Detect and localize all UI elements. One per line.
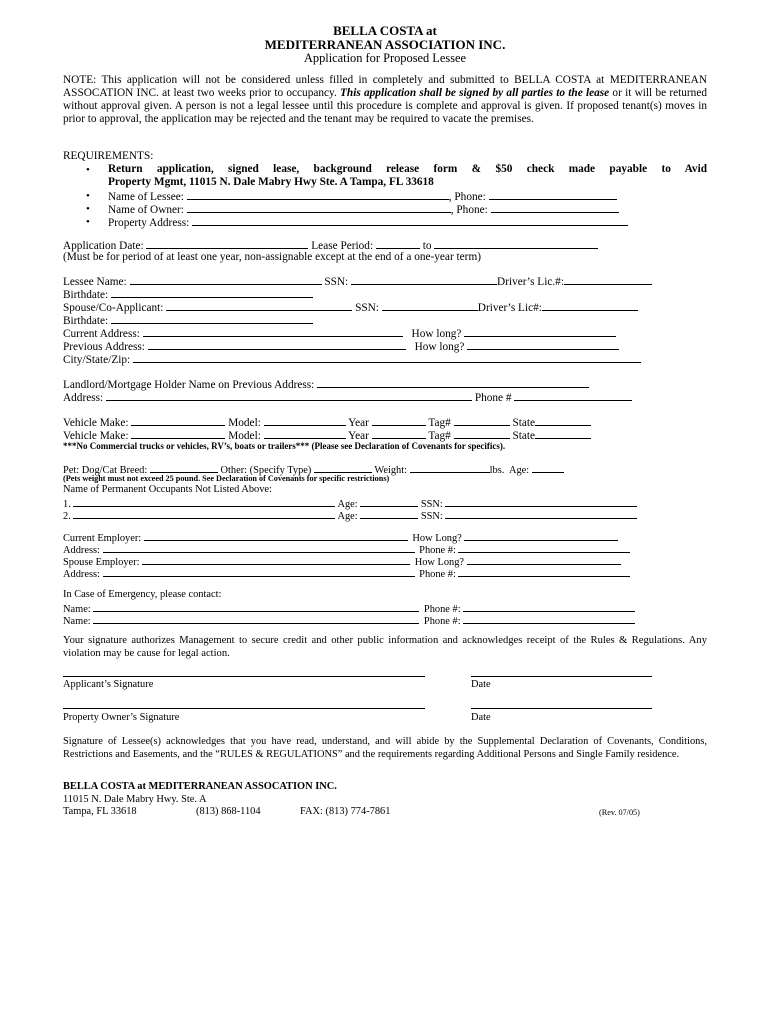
applicant-date-label: Date [471, 679, 491, 690]
pet-age-field[interactable] [532, 463, 564, 473]
note-paragraph [63, 74, 707, 126]
note-emphasis: This application shall be signed by all parties to the lease [340, 86, 610, 99]
occupant-2-ssn-field[interactable] [445, 509, 637, 519]
spouse-birthdate-row [63, 314, 313, 327]
previous-address-field[interactable] [148, 340, 406, 350]
employer-address-field[interactable] [103, 543, 415, 553]
pet-age-label: Age: [508, 465, 530, 476]
landlord-address-field[interactable] [106, 391, 472, 401]
lessee-name-row [108, 190, 617, 203]
revision-label: (Rev. 07/05) [599, 808, 640, 817]
landlord-phone-label: Phone # [474, 392, 512, 404]
emergency-phone-label: Phone #: [423, 616, 461, 627]
occupant-age-label: Age: [337, 499, 358, 510]
occupant-age-label: Age: [337, 511, 358, 522]
how-long-label: How long? [414, 341, 465, 353]
occupant-1-ssn-field[interactable] [445, 497, 637, 507]
acknowledgement-text: Signature of Lessee(s) acknowledges that you have read, understand, and will abide by the Supplemental Declaration of Covenants, Conditions, Restrictions and Easements, and the “RULES & REGULATIONS” and the requirements regarding Additional Persons and Single Family residence. [63, 736, 707, 760]
form-title-line1: BELLA COSTA at [333, 23, 437, 38]
landlord-address-label: Address: [63, 392, 104, 404]
vehicle-state-label: State [512, 417, 536, 429]
emergency-heading: In Case of Emergency, please contact: [63, 589, 222, 600]
ssn-label: SSN: [355, 302, 379, 314]
applicant-date-line[interactable] [471, 676, 652, 677]
vehicle-make-label: Vehicle Make: [63, 430, 129, 442]
emergency-phone-label: Phone #: [423, 604, 461, 615]
pet-weight-note: (Pets weight must not exceed 25 pound. See Declaration of Covenants for specific restrictions) [63, 474, 390, 483]
vehicle-2-model-field[interactable] [264, 429, 346, 439]
property-address-row [108, 216, 628, 229]
vehicle-2-state-field[interactable] [535, 429, 591, 439]
name-of-lessee-label: Name of Lessee: [108, 191, 184, 203]
property-address-field[interactable] [192, 216, 628, 226]
employer-phone-label: Phone #: [419, 545, 456, 556]
note-text-1: NOTE: This application will not be considered unless filled in completely and submitted to BELLA COSTA at MEDITERRANEAN ASSOCATION INC. at least two weeks prior to occupancy. [63, 74, 707, 99]
vehicle-2-tag-field[interactable] [454, 429, 510, 439]
vehicle-2-year-field[interactable] [372, 429, 426, 439]
occupant-ssn-label: SSN: [420, 499, 443, 510]
emergency-1-name-field[interactable] [93, 602, 419, 612]
spouse-name-field[interactable] [166, 301, 352, 311]
applicant-signature-line[interactable] [63, 676, 425, 677]
landlord-name-field[interactable] [317, 378, 589, 388]
previous-address-row [63, 340, 619, 353]
previous-address-label: Previous Address: [63, 341, 145, 353]
lessee-name-field[interactable] [187, 190, 449, 200]
how-long-label: How long? [411, 328, 462, 340]
owner-signature-label: Property Owner’s Signature [63, 712, 180, 723]
vehicle-1-state-field[interactable] [535, 416, 591, 426]
footer-street: 11015 N. Dale Mabry Hwy. Ste. A [63, 794, 207, 805]
spouse-label: Spouse/Co-Applicant: [63, 302, 164, 314]
pet-breed-field[interactable] [150, 463, 218, 473]
spouse-employer-label: Spouse Employer: [63, 557, 140, 568]
spouse-info-row [63, 301, 638, 314]
ssn-label: SSN: [324, 276, 349, 288]
landlord-name-row [63, 378, 589, 391]
form-title-line2: MEDITERRANEAN ASSOCIATION INC. [264, 37, 506, 52]
occupant-ssn-label: SSN: [420, 511, 443, 522]
occupant-number: 2. [63, 511, 71, 522]
owner-name-field[interactable] [187, 203, 451, 213]
requirement-1-line1: Return application, signed lease, background release form & $50 check made payable to Avid [108, 163, 707, 175]
city-state-zip-field[interactable] [133, 353, 641, 363]
pet-other-field[interactable] [314, 463, 372, 473]
landlord-address-row [63, 391, 632, 404]
vehicle-1-make-field[interactable] [131, 416, 225, 426]
lessee-drivers-lic-field[interactable] [564, 275, 652, 285]
application-date-field[interactable] [146, 239, 308, 249]
owner-date-line[interactable] [471, 708, 652, 709]
vehicle-model-label: Model: [228, 430, 261, 442]
employer-address-label: Address: [63, 545, 100, 556]
lessee-phone-field[interactable] [489, 190, 617, 200]
owner-date-label: Date [471, 712, 491, 723]
vehicle-make-label: Vehicle Make: [63, 417, 129, 429]
emergency-1-phone-field[interactable] [463, 602, 635, 612]
requirements-heading: REQUIREMENTS: [63, 150, 154, 162]
pet-weight-label: Weight: [374, 465, 408, 476]
vehicle-year-label: Year [348, 430, 369, 442]
emergency-2-phone-field[interactable] [463, 614, 635, 624]
emergency-name-label: Name: [63, 604, 91, 615]
footer-phone: (813) 868-1104 [196, 806, 261, 817]
birthdate-label: Birthdate: [63, 289, 109, 301]
employer-phone-field[interactable] [458, 543, 630, 553]
occupants-heading: Name of Permanent Occupants Not Listed Above: [63, 484, 272, 495]
bullet-icon: • [86, 216, 90, 228]
applicant-signature-label: Applicant’s Signature [63, 679, 154, 690]
employer-address-label: Address: [63, 569, 100, 580]
authorization-text: Your signature authorizes Management to secure credit and other public information and acknowledges receipt of the Rules & Regulations. Any violation may be cause for legal action. [63, 635, 707, 659]
pet-breed-label: Pet: Dog/Cat Breed: [63, 465, 148, 476]
employer-phone-label: Phone #: [419, 569, 456, 580]
spouse-drivers-lic-field[interactable] [542, 301, 638, 311]
spouse-employer-address-field[interactable] [103, 567, 415, 577]
employment-how-long-label: How Long? [412, 533, 462, 544]
spouse-employer-address-row [63, 567, 630, 580]
owner-signature-line[interactable] [63, 708, 425, 709]
city-state-zip-label: City/State/Zip: [63, 354, 131, 366]
bullet-icon: • [86, 164, 90, 176]
pet-other-label: Other: (Specify Type) [220, 465, 312, 476]
emergency-2-name-field[interactable] [93, 614, 419, 624]
note-text-2: or it will be returned without approval given. A person is not a legal lessee until this procedure is complete and approval is given. If proposed tenant(s) moves in prior to approval, the application may be rejected and the tenant may be required to vacate the premises. [63, 86, 707, 125]
lease-note: (Must be for period of at least one year, non-assignable except at the end of a one-year term) [63, 251, 481, 263]
vehicle-1-tag-field[interactable] [454, 416, 510, 426]
pet-weight-field[interactable] [410, 463, 490, 473]
previous-address-duration-field[interactable] [467, 340, 619, 350]
current-employer-label: Current Employer: [63, 533, 142, 544]
spouse-ssn-field[interactable] [382, 301, 478, 311]
employment-how-long-label: How Long? [414, 557, 465, 568]
current-employer-duration-field[interactable] [464, 531, 618, 541]
spouse-birthdate-field[interactable] [111, 314, 313, 324]
bullet-icon: • [86, 190, 90, 202]
landlord-phone-field[interactable] [514, 391, 632, 401]
lessee-ssn-field[interactable] [351, 275, 497, 285]
application-date-label: Application Date: [63, 240, 144, 252]
footer-fax: FAX: (813) 774-7861 [300, 806, 391, 817]
pet-lbs-label: lbs. [489, 465, 505, 476]
vehicle-1-model-field[interactable] [264, 416, 346, 426]
birthdate-label: Birthdate: [63, 315, 109, 327]
spouse-employer-field[interactable] [142, 555, 410, 565]
city-state-zip-row [63, 353, 641, 366]
vehicle-state-label: State [512, 430, 536, 442]
vehicle-model-label: Model: [228, 417, 261, 429]
footer-org: BELLA COSTA at MEDITERRANEAN ASSOCATION INC. [63, 781, 337, 792]
occupant-row-2 [63, 509, 637, 522]
current-address-label: Current Address: [63, 328, 140, 340]
vehicle-row-1 [63, 416, 591, 429]
owner-name-row [108, 203, 619, 216]
bullet-icon: • [86, 203, 90, 215]
current-address-row [63, 327, 616, 340]
emergency-contact-row-2 [63, 614, 635, 627]
emergency-name-label: Name: [63, 616, 91, 627]
footer-city: Tampa, FL 33618 [63, 806, 137, 817]
form-subtitle: Application for Proposed Lessee [303, 51, 467, 65]
drivers-lic-label: Driver’s Lic.#: [497, 276, 564, 288]
lease-start-field[interactable] [376, 239, 420, 249]
vehicle-1-year-field[interactable] [372, 416, 426, 426]
phone-label: , Phone: [450, 204, 488, 216]
current-address-field[interactable] [143, 327, 403, 337]
lessee-birthdate-field[interactable] [111, 288, 313, 298]
property-address-label: Property Address: [108, 217, 190, 229]
lessee-name-label: Lessee Name: [63, 276, 127, 288]
owner-phone-field[interactable] [491, 203, 619, 213]
drivers-lic-label: Driver’s Lic#: [477, 302, 542, 314]
occupant-2-name-field[interactable] [73, 509, 335, 519]
phone-label: , Phone: [448, 191, 486, 203]
lease-period-label: Lease Period: [311, 240, 374, 252]
lessee-name-input[interactable] [130, 275, 322, 285]
vehicle-restriction-note: ***No Commercial trucks or vehicles, RV’s, boats or trailers*** (Please see Declaration of Covenants for specifics). [63, 441, 506, 451]
vehicle-2-make-field[interactable] [131, 429, 225, 439]
name-of-owner-label: Name of Owner: [108, 204, 184, 216]
lessee-info-row [63, 275, 652, 288]
landlord-name-label: Landlord/Mortgage Holder Name on Previous Address: [63, 379, 315, 391]
lease-end-field[interactable] [434, 239, 598, 249]
occupant-2-age-field[interactable] [360, 509, 418, 519]
lease-to-label: to [422, 240, 432, 252]
spouse-employer-phone-field[interactable] [458, 567, 630, 577]
occupant-1-age-field[interactable] [360, 497, 418, 507]
lessee-birthdate-row [63, 288, 313, 301]
occupant-number: 1. [63, 499, 71, 510]
requirement-1-line2: Property Mgmt, 11015 N. Dale Mabry Hwy Ste. A Tampa, FL 33618 [108, 176, 434, 188]
current-employer-field[interactable] [144, 531, 408, 541]
vehicle-tag-label: Tag# [428, 417, 451, 429]
spouse-employer-duration-field[interactable] [467, 555, 621, 565]
current-address-duration-field[interactable] [464, 327, 616, 337]
vehicle-year-label: Year [348, 417, 369, 429]
occupant-1-name-field[interactable] [73, 497, 335, 507]
vehicle-tag-label: Tag# [428, 430, 451, 442]
